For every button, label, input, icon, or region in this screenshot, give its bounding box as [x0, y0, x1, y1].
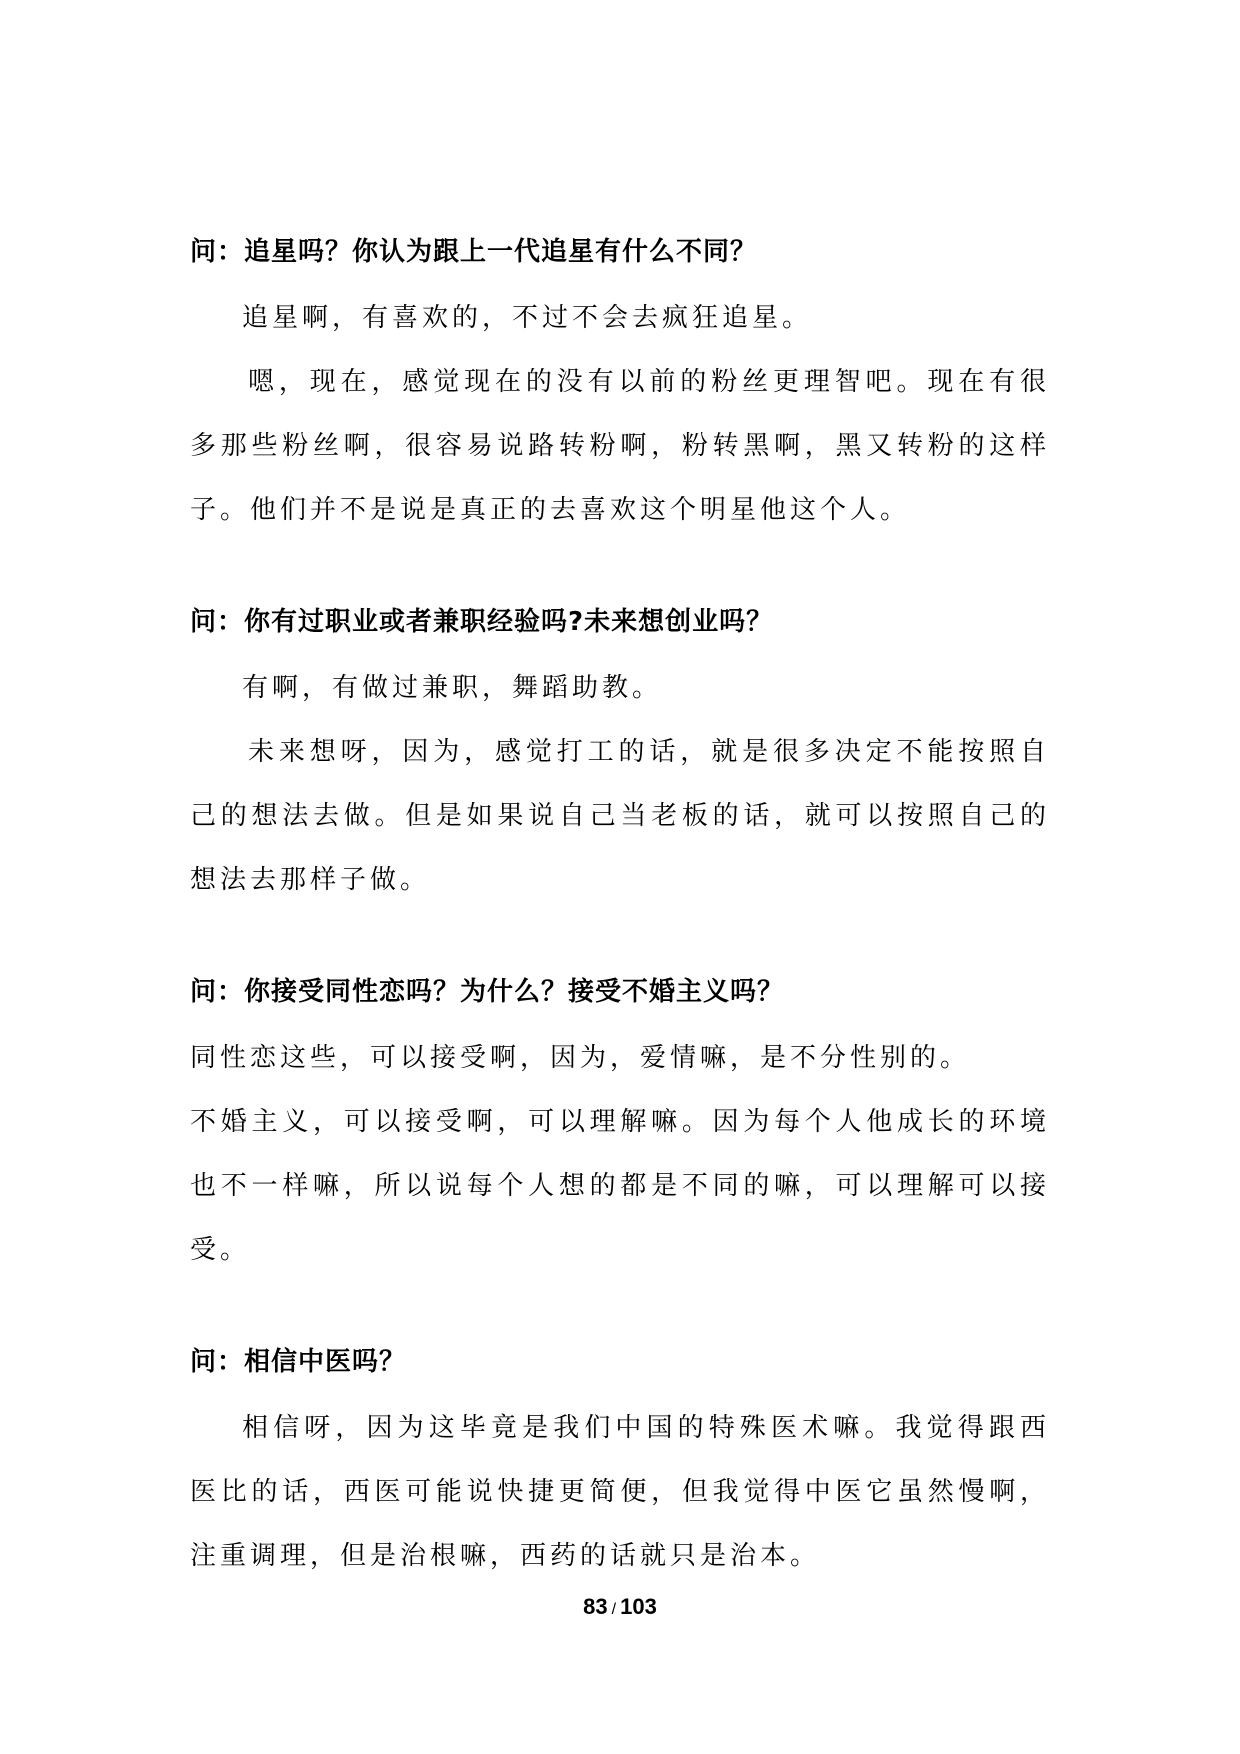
qa-section-tcm [190, 1342, 1050, 1588]
answer-paragraph: 嗯，现在，感觉现在的没有以前的粉丝更理智吧。现在有很多那些粉丝啊，很容易说路转粉啊，粉转黑啊，黑又转粉的这样子。他们并不是说是真正的去喜欢这个明星他这个人。 [190, 367, 1050, 525]
question-heading: 问：你有过职业或者兼职经验吗?未来想创业吗？ [190, 607, 774, 637]
answer-paragraph: 未来想呀，因为，感觉打工的话，就是很多决定不能按照自己的想法去做。但是如果说自己当老板的话，就可以按照自己的想法去那样子做。 [190, 737, 1050, 895]
question-heading: 问：你接受同性恋吗？为什么？接受不婚主义吗？ [190, 977, 785, 1007]
answer-paragraph: 相信呀，因为这毕竟是我们中国的特殊医术嘛。我觉得跟西医比的话，西医可能说快捷更简便，但我觉得中医它虽然慢啊，注重调理，但是治根嘛，西药的话就只是治本。 [190, 1413, 1050, 1571]
total-page-count: 103 [620, 1594, 657, 1619]
qa-section-career [190, 602, 1050, 912]
qa-section-lgbt-marriage [190, 972, 1050, 1282]
current-page-number: 83 [583, 1594, 608, 1619]
question-heading: 问：追星吗？你认为跟上一代追星有什么不同？ [190, 237, 758, 267]
answer-paragraph: 追星啊，有喜欢的，不过不会去疯狂追星。 [242, 303, 813, 333]
answer-paragraph: 不婚主义，可以接受啊，可以理解嘛。因为每个人他成长的环境也不一样嘛，所以说每个人想的都是不同的嘛，可以理解可以接受。 [190, 1107, 1050, 1265]
interview-content [190, 232, 1050, 1588]
qa-section-star-chasing [190, 232, 1050, 542]
answer-paragraph: 有啊，有做过兼职，舞蹈助教。 [242, 673, 663, 703]
page-number [0, 1592, 1240, 1625]
answer-paragraph: 同性恋这些，可以接受啊，因为，爱情嘛，是不分性别的。 [190, 1043, 971, 1073]
page-separator: / [611, 1601, 617, 1618]
question-heading: 问：相信中医吗？ [190, 1347, 407, 1377]
